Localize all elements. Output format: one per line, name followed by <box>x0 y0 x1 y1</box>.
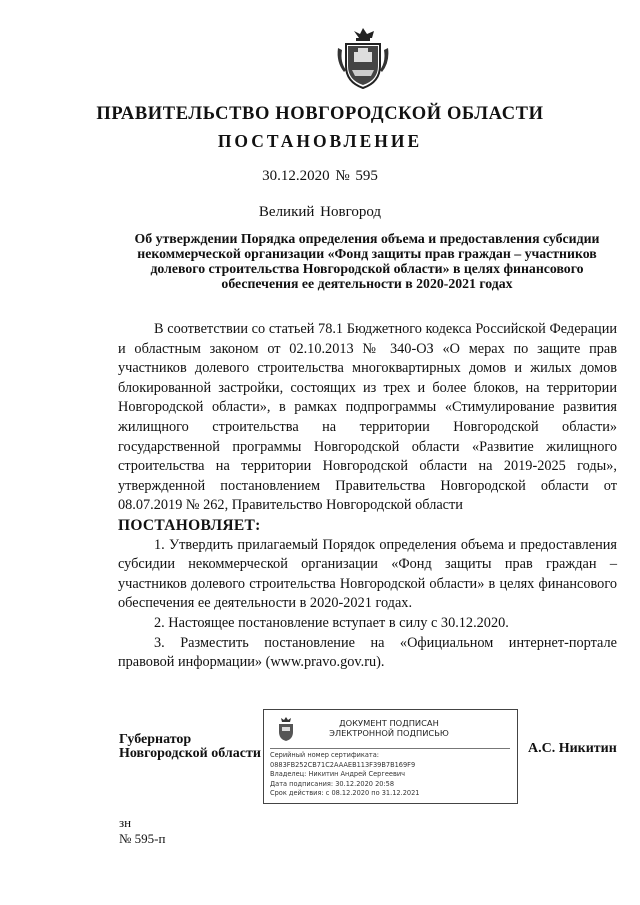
government-title: ПРАВИТЕЛЬСТВО НОВГОРОДСКОЙ ОБЛАСТИ <box>96 104 544 124</box>
stamp-title <box>314 718 464 738</box>
document-subject: Об утверждении Порядка определения объема и предоставления субсидии некоммерческой организации «Фонд защиты прав граждан – участников долевого строительства Новгородской области» в целях финансового обеспечения ее деятельности в 2020-2021 годах <box>134 231 600 291</box>
signatory-position-line2: Новгородской области <box>119 746 261 761</box>
item-paragraph-1: 1. Утвердить прилагаемый Порядок определения объема и предоставления субсидии некоммерческой организации «Фонд защиты прав граждан – участников долевого строительства Новгородской области» в целях финансового обеспечения ее деятельности в 2020-2021 годах. <box>118 536 617 612</box>
footer-code <box>119 815 165 847</box>
stamp-details <box>270 751 420 799</box>
preamble-paragraph: В соответствии со статьей 78.1 Бюджетного кодекса Российской Федерации и областным законом от 02.10.2013 № 340-ОЗ «О мерах по защите прав участников долевого строительства многоквартирных домов и жилых домов блокированной застройки, состоящих из трех и более блоков, на территории Новгородской области», в рамках подпрограммы «Стимулирование развития жилищного строительства на территории Новгородской области» государственной программы Новгородской области «Развитие жилищного строительства на территории Новгородской области на 2019-2025 годы», утвержденной постановлением Правительства Новгородской области от 08.07.2019 № 262, Правительство Новгородской области <box>118 321 617 514</box>
electronic-signature-stamp <box>263 709 518 804</box>
stamp-serial-label: Серийный номер сертификата: <box>270 751 380 759</box>
stamp-signed-date: Дата подписания: 30.12.2020 20:58 <box>270 779 395 788</box>
signatory-position-line1: Губернатор <box>119 732 192 747</box>
stamp-serial: 0883FB252CB71C2AAAEB113F39B7B169F9 <box>270 760 416 769</box>
signatory-name: А.С. Никитин <box>528 741 617 756</box>
item-paragraph-3: 3. Разместить постановление на «Официальном интернет-портале правовой информации» (www.pravo.gov.ru). <box>118 634 617 671</box>
document-city: Великий Новгород <box>258 204 382 220</box>
item-paragraph-2: 2. Настоящее постановление вступает в силу с 30.12.2020. <box>154 614 509 631</box>
document-date-number: 30.12.2020 № 595 <box>262 168 378 184</box>
stamp-title-line1: ДОКУМЕНТ ПОДПИСАН <box>339 718 439 728</box>
decree-heading: ПОСТАНОВЛЯЕТ: <box>118 516 261 534</box>
document-body <box>118 320 617 673</box>
stamp-validity: Срок действия: с 08.12.2020 по 31.12.2021 <box>270 789 420 797</box>
stamp-owner: Владелец: Никитин Андрей Сергеевич <box>270 770 406 778</box>
document-type: ПОСТАНОВЛЕНИЕ <box>217 131 423 151</box>
footer-document-code: № 595-п <box>119 831 166 846</box>
stamp-title-line2: ЭЛЕКТРОННОЙ ПОДПИСЬЮ <box>329 728 449 738</box>
stamp-emblem-icon <box>274 716 298 742</box>
signatory-position <box>119 733 261 761</box>
stamp-divider <box>270 748 510 749</box>
footer-initials: зн <box>119 815 132 830</box>
coat-of-arms-icon <box>334 26 392 90</box>
